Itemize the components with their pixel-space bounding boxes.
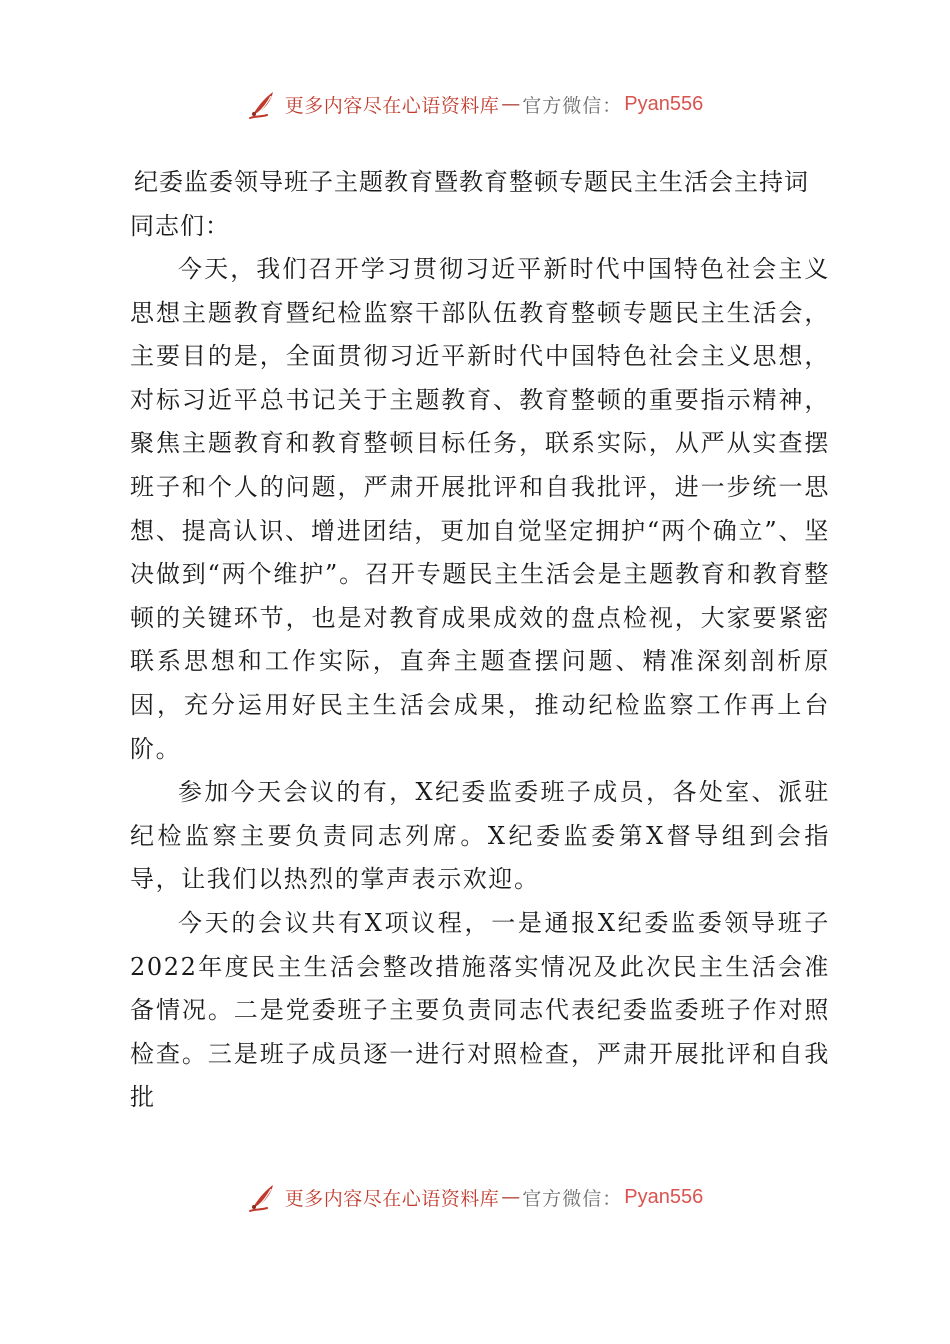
document-body: [130, 160, 830, 1120]
document-greeting: 同志们：: [130, 212, 230, 240]
header-watermark-banner: [0, 84, 950, 124]
banner-official-label: 官方微信：: [522, 1187, 623, 1210]
document-title: 纪委监委领导班子主题教育暨教育整顿专题民主生活会主持词: [134, 168, 809, 196]
banner-official-label: 官方微信：: [522, 94, 623, 117]
banner-dash: —: [501, 1186, 521, 1208]
banner-dash: —: [501, 93, 521, 115]
quill-pen-icon: [247, 1180, 281, 1214]
quill-pen-icon: [247, 87, 281, 121]
paragraph-agenda: 今天的会议共有X项议程，一是通报X纪委监委领导班子2022年度民主生活会整改措施落实情况及此次民主生活会准备情况。二是党委班子主要负责同志代表纪委监委班子作对照检查。三是班子成员逐一进行对照检查，严肃开展批评和自我批: [130, 908, 830, 1112]
banner-wechat-id: Pyan556: [624, 1185, 704, 1208]
paragraph-opening: 今天，我们召开学习贯彻习近平新时代中国特色社会主义思想主题教育暨纪检监察干部队伍教育整顿专题民主生活会，主要目的是，全面贯彻习近平新时代中国特色社会主义思想，对标习近平总书记关于主题教育、教育整顿的重要指示精神，聚焦主题教育和教育整顿目标任务，联系实际，从严从实查摆班子和个人的问题，严肃开展批评和自我批评，进一步统一思想、提高认识、增进团结，更加自觉坚定拥护“两个确立”、坚决做到“两个维护”。召开专题民主生活会是主题教育和教育整顿的关键环节，也是对教育成果成效的盘点检视，大家要紧密联系思想和工作实际，直奔主题查摆问题、精准深刻剖析原因，充分运用好民主生活会成果，推动纪检监察工作再上台阶。: [130, 255, 830, 763]
footer-watermark-banner: [0, 1177, 950, 1217]
banner-wechat-id: Pyan556: [624, 92, 704, 115]
paragraph-attendees: 参加今天会议的有，X纪委监委班子成员，各处室、派驻纪检监察主要负责同志列席。X纪委监委第X督导组到会指导，让我们以热烈的掌声表示欢迎。: [130, 778, 830, 894]
banner-brand-text: 更多内容尽在心语资料库: [284, 1187, 500, 1210]
banner-brand-text: 更多内容尽在心语资料库: [284, 94, 500, 117]
